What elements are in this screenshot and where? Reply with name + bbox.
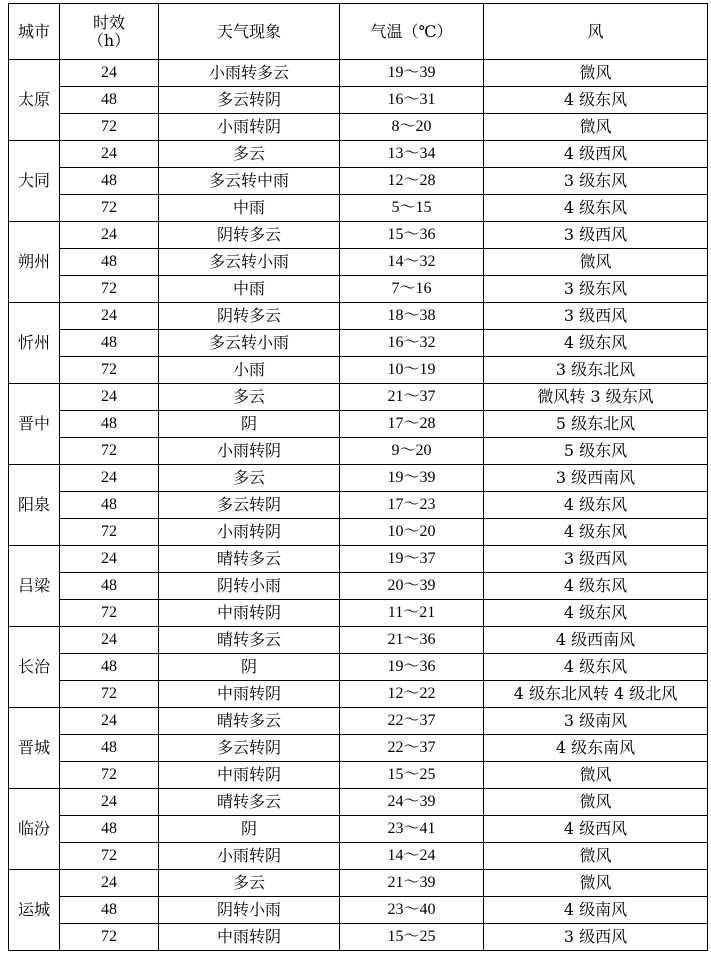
wind-cell: 微风	[484, 870, 708, 897]
period-cell: 24	[60, 141, 159, 168]
table-body	[9, 60, 708, 951]
temperature-cell: 16～31	[340, 87, 484, 114]
wind-cell: 4 级东南风	[484, 735, 708, 762]
temperature-cell: 18～38	[340, 303, 484, 330]
table-row	[9, 465, 708, 492]
wind-cell: 4 级东风	[484, 654, 708, 681]
header-city: 城市	[9, 4, 60, 60]
temperature-cell: 9～20	[340, 438, 484, 465]
weather-cell: 中雨	[159, 276, 340, 303]
temperature-cell: 23～41	[340, 816, 484, 843]
period-cell: 48	[60, 168, 159, 195]
wind-cell: 4 级西南风	[484, 627, 708, 654]
temperature-cell: 12～28	[340, 168, 484, 195]
temperature-cell: 13～34	[340, 141, 484, 168]
wind-cell: 3 级西南风	[484, 465, 708, 492]
period-cell: 72	[60, 843, 159, 870]
temperature-cell: 10～20	[340, 519, 484, 546]
table-row	[9, 141, 708, 168]
temperature-cell: 21～39	[340, 870, 484, 897]
period-cell: 24	[60, 60, 159, 87]
header-row	[9, 4, 708, 60]
period-cell: 48	[60, 87, 159, 114]
wind-cell: 微风	[484, 843, 708, 870]
table-row	[9, 438, 708, 465]
header-period	[60, 4, 159, 60]
wind-cell: 4 级东风	[484, 600, 708, 627]
table-row	[9, 843, 708, 870]
city-name-cell: 阳泉	[9, 465, 60, 546]
wind-cell: 5 级东北风	[484, 411, 708, 438]
wind-cell: 3 级西风	[484, 546, 708, 573]
period-cell: 48	[60, 492, 159, 519]
wind-cell: 4 级东风	[484, 573, 708, 600]
period-cell: 72	[60, 357, 159, 384]
weather-cell: 阴转小雨	[159, 573, 340, 600]
weather-cell: 阴	[159, 654, 340, 681]
temperature-cell: 14～24	[340, 843, 484, 870]
city-name-cell: 晋中	[9, 384, 60, 465]
header-period-line2: （h）	[87, 30, 131, 50]
city-name-cell: 忻州	[9, 303, 60, 384]
temperature-cell: 21～36	[340, 627, 484, 654]
weather-cell: 多云转小雨	[159, 249, 340, 276]
table-row	[9, 600, 708, 627]
wind-cell: 微风	[484, 789, 708, 816]
wind-cell: 微风	[484, 60, 708, 87]
temperature-cell: 14～32	[340, 249, 484, 276]
period-cell: 48	[60, 330, 159, 357]
table-row	[9, 222, 708, 249]
city-name-cell: 朔州	[9, 222, 60, 303]
weather-cell: 多云	[159, 141, 340, 168]
weather-cell: 中雨	[159, 195, 340, 222]
city-name-cell: 运城	[9, 870, 60, 951]
temperature-cell: 10～19	[340, 357, 484, 384]
temperature-cell: 11～21	[340, 600, 484, 627]
weather-cell: 晴转多云	[159, 708, 340, 735]
weather-cell: 阴转小雨	[159, 897, 340, 924]
temperature-cell: 5～15	[340, 195, 484, 222]
table-row	[9, 357, 708, 384]
table-row	[9, 816, 708, 843]
table-row	[9, 681, 708, 708]
period-cell: 48	[60, 654, 159, 681]
temperature-cell: 23～40	[340, 897, 484, 924]
temperature-cell: 19～39	[340, 465, 484, 492]
table-row	[9, 384, 708, 411]
weather-cell: 小雨转阴	[159, 114, 340, 141]
weather-cell: 晴转多云	[159, 627, 340, 654]
weather-cell: 阴转多云	[159, 222, 340, 249]
weather-cell: 多云转阴	[159, 492, 340, 519]
period-cell: 24	[60, 222, 159, 249]
table-row	[9, 627, 708, 654]
weather-cell: 多云转阴	[159, 735, 340, 762]
period-cell: 24	[60, 546, 159, 573]
temperature-cell: 17～23	[340, 492, 484, 519]
wind-cell: 4 级西风	[484, 816, 708, 843]
temperature-cell: 15～36	[340, 222, 484, 249]
period-cell: 72	[60, 438, 159, 465]
weather-cell: 阴	[159, 411, 340, 438]
weather-cell: 多云	[159, 870, 340, 897]
wind-cell: 4 级东风	[484, 195, 708, 222]
period-cell: 72	[60, 114, 159, 141]
period-cell: 24	[60, 789, 159, 816]
table-row	[9, 411, 708, 438]
period-cell: 24	[60, 303, 159, 330]
period-cell: 48	[60, 735, 159, 762]
weather-cell: 阴	[159, 816, 340, 843]
table-row	[9, 708, 708, 735]
weather-cell: 中雨转阴	[159, 681, 340, 708]
wind-cell: 3 级东风	[484, 168, 708, 195]
temperature-cell: 17～28	[340, 411, 484, 438]
weather-cell: 小雨转阴	[159, 519, 340, 546]
weather-cell: 中雨转阴	[159, 924, 340, 951]
temperature-cell: 12～22	[340, 681, 484, 708]
period-cell: 72	[60, 681, 159, 708]
temperature-cell: 20～39	[340, 573, 484, 600]
city-name-cell: 晋城	[9, 708, 60, 789]
wind-cell: 5 级东风	[484, 438, 708, 465]
table-row	[9, 870, 708, 897]
table-row	[9, 546, 708, 573]
table-row	[9, 303, 708, 330]
weather-cell: 晴转多云	[159, 789, 340, 816]
weather-cell: 多云	[159, 384, 340, 411]
wind-cell: 3 级西风	[484, 222, 708, 249]
weather-cell: 小雨	[159, 357, 340, 384]
weather-cell: 多云转中雨	[159, 168, 340, 195]
weather-cell: 中雨转阴	[159, 762, 340, 789]
period-cell: 72	[60, 276, 159, 303]
city-name-cell: 临汾	[9, 789, 60, 870]
table-row	[9, 735, 708, 762]
weather-cell: 多云转阴	[159, 87, 340, 114]
table-row	[9, 492, 708, 519]
period-cell: 48	[60, 573, 159, 600]
table-row	[9, 87, 708, 114]
wind-cell: 微风	[484, 114, 708, 141]
table-row	[9, 195, 708, 222]
table-row	[9, 654, 708, 681]
weather-cell: 阴转多云	[159, 303, 340, 330]
table-row	[9, 276, 708, 303]
temperature-cell: 16～32	[340, 330, 484, 357]
wind-cell: 4 级西风	[484, 141, 708, 168]
header-period-line1: 时效	[92, 12, 125, 32]
wind-cell: 微风转 3 级东风	[484, 384, 708, 411]
table-row	[9, 789, 708, 816]
wind-cell: 微风	[484, 249, 708, 276]
weather-cell: 小雨转阴	[159, 843, 340, 870]
wind-cell: 3 级西风	[484, 924, 708, 951]
wind-cell: 4 级东风	[484, 492, 708, 519]
weather-cell: 多云	[159, 465, 340, 492]
wind-cell: 3 级东北风	[484, 357, 708, 384]
header-temperature: 气温（℃）	[340, 4, 484, 60]
temperature-cell: 19～39	[340, 60, 484, 87]
wind-cell: 4 级东风	[484, 519, 708, 546]
period-cell: 48	[60, 816, 159, 843]
city-name-cell: 长治	[9, 627, 60, 708]
table-row	[9, 114, 708, 141]
period-cell: 72	[60, 762, 159, 789]
wind-cell: 3 级南风	[484, 708, 708, 735]
table-row	[9, 168, 708, 195]
period-cell: 24	[60, 627, 159, 654]
temperature-cell: 7～16	[340, 276, 484, 303]
header-wind: 风	[484, 4, 708, 60]
wind-cell: 微风	[484, 762, 708, 789]
city-name-cell: 大同	[9, 141, 60, 222]
weather-cell: 中雨转阴	[159, 600, 340, 627]
period-cell: 72	[60, 600, 159, 627]
wind-cell: 3 级东风	[484, 276, 708, 303]
temperature-cell: 22～37	[340, 735, 484, 762]
wind-cell: 4 级东风	[484, 87, 708, 114]
temperature-cell: 8～20	[340, 114, 484, 141]
city-name-cell: 太原	[9, 60, 60, 141]
wind-cell: 3 级西风	[484, 303, 708, 330]
table-row	[9, 330, 708, 357]
temperature-cell: 19～37	[340, 546, 484, 573]
temperature-cell: 15～25	[340, 924, 484, 951]
period-cell: 72	[60, 195, 159, 222]
weather-forecast-table	[8, 3, 708, 951]
wind-cell: 4 级东风	[484, 330, 708, 357]
period-cell: 72	[60, 519, 159, 546]
header-weather: 天气现象	[159, 4, 340, 60]
weather-cell: 多云转小雨	[159, 330, 340, 357]
table-row	[9, 897, 708, 924]
city-name-cell: 吕梁	[9, 546, 60, 627]
table-row	[9, 573, 708, 600]
period-cell: 24	[60, 708, 159, 735]
period-cell: 24	[60, 870, 159, 897]
weather-cell: 小雨转多云	[159, 60, 340, 87]
table-row	[9, 60, 708, 87]
table-row	[9, 762, 708, 789]
period-cell: 48	[60, 249, 159, 276]
weather-cell: 小雨转阴	[159, 438, 340, 465]
period-cell: 48	[60, 411, 159, 438]
wind-cell: 4 级东北风转 4 级北风	[484, 681, 708, 708]
wind-cell: 4 级南风	[484, 897, 708, 924]
period-cell: 48	[60, 897, 159, 924]
table-row	[9, 519, 708, 546]
table-row	[9, 924, 708, 951]
temperature-cell: 15～25	[340, 762, 484, 789]
temperature-cell: 21～37	[340, 384, 484, 411]
weather-cell: 晴转多云	[159, 546, 340, 573]
temperature-cell: 22～37	[340, 708, 484, 735]
period-cell: 24	[60, 384, 159, 411]
table-row	[9, 249, 708, 276]
temperature-cell: 24～39	[340, 789, 484, 816]
temperature-cell: 19～36	[340, 654, 484, 681]
period-cell: 24	[60, 465, 159, 492]
period-cell: 72	[60, 924, 159, 951]
